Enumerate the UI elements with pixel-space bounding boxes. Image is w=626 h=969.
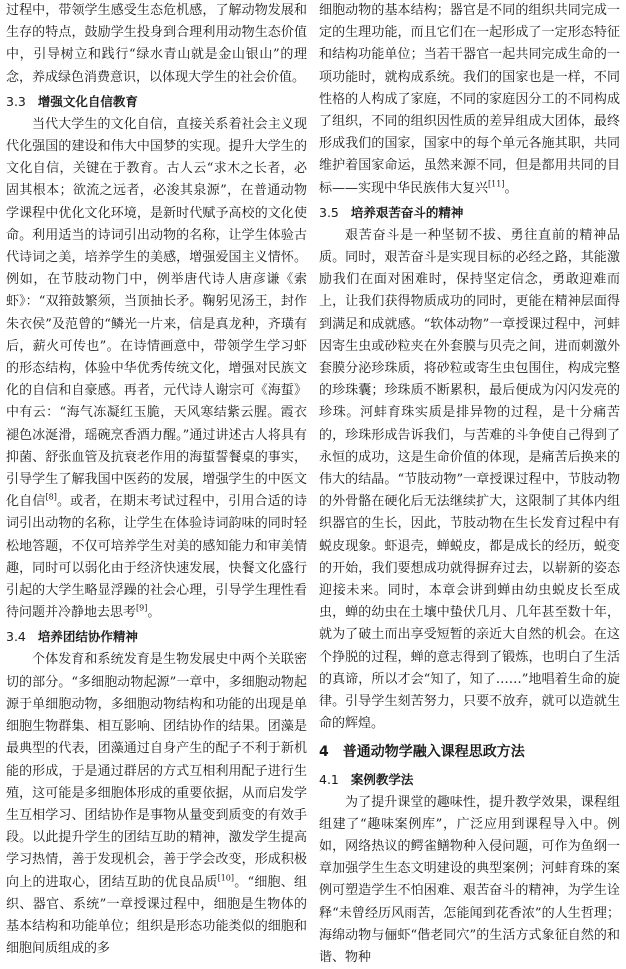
chapter-heading-4 [319,740,620,764]
paragraph-teamwork-cont [319,0,620,200]
section-number: 3.5 [319,205,339,220]
paragraph-hard-work: 艰苦奋斗是一种坚韧不拔、勇往直前的精神品质。同时，艰苦奋斗是实现目标的必经之路，其能激励我们在面对困难时，保持坚定信念，勇敢迎难而上，让我们获得物质成功的同时，更能在精神层面得到满足和成就感。“软体动物”一章授课过程中，河蚌因寄生虫或砂粒夹在外套膜与贝壳之间，进而刺激外套膜分泌珍珠质，将砂粒或寄生虫包围住，构成完整的珍珠囊；珍珠质不断累积，最后便成为闪闪发亮的珍珠。河蚌育珠实质是排异物的过程，是十分痛苦的，珍珠形成告诉我们，与苦难的斗争使自己得到了永恒的成功，这是生命价值的体现，是痛苦后换来的伟大的结晶。“节肢动物”一章授课过程中，节肢动物的外骨骼在硬化后无法继续扩大，这限制了其体内组织器官的生长，因此，节肢动物在生长发育过程中有蜕皮现象。虾退壳，蝉蜕皮，都是成长的经历，蜕变的开始，我们要想成功就得摒弃过去，以崭新的姿态迎接未来。同时，本章会讲到蝉由幼虫蜕皮长至成虫，蝉的幼虫在土壤中蛰伏几月、几年甚至数十年，就为了破土而出享受短暂的亲近大自然的机会。在这个挣脱的过程，蝉的意志得到了锻炼，也明白了生活的真谛，所以才会“知了，知了……”地唱着生命的旋律。引导学生刻苦努力，只要不放弃，就可以造就生命的辉煌。 [319,225,620,736]
paragraph-text: 。 [147,605,160,620]
paragraph-text: 。或者，在期末考试过程中，引用合适的诗词引出动物的名称，让学生在体验诗词韵味的同时轻松地答题，不仅可培养学生对美的感知能力和审美情趣，同时可以弱化由于经济快速发展，快餐文化盛行引起的大学生略显浮躁的社会心理，引导学生理性看待问题并冷静地去思考 [6,494,307,620]
citation-ref: [8] [46,493,57,502]
paragraph-cultural-confidence [6,114,307,625]
paragraph-case-teaching: 为了提升课堂的趣味性，提升教学效果，课程组组建了“趣味案例库”，广泛应用到课程导入中。例如，网络热议的鳄雀鳝物种入侵问题，可作为鱼纲一章加强学生生态文明建设的典型案例；河蚌育珠的案例可塑造学生不怕困难、艰苦奋斗的精神，为学生诠释“未曾经历风雨苦，怎能闻到花香浓”的人生哲理；海绵动物与俪虾“偕老同穴”的生活方式象征自然的和谐、物种 [319,792,620,969]
section-heading-3-3 [6,90,307,113]
section-number: 4.1 [319,772,339,787]
paragraph-teamwork [6,649,307,960]
section-heading-4-1 [319,768,620,791]
section-title: 培养团结协作精神 [38,629,138,644]
left-column [6,0,307,840]
chapter-title: 普通动物学融入课程思政方法 [343,744,525,760]
paragraph-text: 细胞动物的基本结构；器官是不同的组织共同完成一定的生理功能，而且它们在一起形成了一定形态特征和结构功能单位；当若干器官一起共同完成生命的一项功能时，就构成系统。我们的国家也是一样，不同性格的人构成了家庭，不同的家庭因分工的不同构成了组织，不同的组织因性质的差异组成大团体，最终形成我们的国家，国家中的每个单元各施其职，共同维护着国家命运，虽然来源不同，但是都用共同的目标——实现中华民族伟大复兴 [319,3,620,196]
citation-ref: [9] [136,604,147,613]
paragraph-text: 当代大学生的文化自信，直接关系着社会主义现代化强国的建设和伟大中国梦的实现。提升大学生的文化自信，关键在于教育。古人云“求木之长者，必固其根本；欲流之远者，必浚其泉源”，在普通动物学课程中优化文化环境，是新时代赋予高校的文化使命。利用适当的诗词引出动物的名称，让学生体验古代诗词之美，培养学生的美感，增强爱国主义情怀。例如，在节肢动物门中，例举唐代诗人唐彦谦《索虾》：“双箝鼓繁须，当顶抽长矛。鞠躬见汤王，封作朱衣侯”及范曾的“鳞光一片来，信是真龙种，齐璜有后，薪火可传也”。在诗情画意中，带领学生学习虾的形态结构，体验中华优秀传统文化，增强对民族文化的自信和自豪感。再者，元代诗人谢宗可《海蜇》中有云：“海气冻凝红玉脆，天风寒结紫云腥。霞衣褪色冰涎滑，瑶碗烹香酒力醒。”通过讲述古人将具有抑菌、舒张血管及抗衰老作用的海蜇誓餐桌的事实，引导学生了解我国中医药的发展，增强学生的中医文化自信 [6,117,307,509]
section-number: 3.3 [6,94,26,109]
paragraph-ecology-end: 过程中，带领学生感受生态危机感，了解动物发展和生存的特点，鼓励学生投身到合理利用动物生态价值中，引导树立和践行“绿水青山就是金山银山”的理念，养成绿色消费意识，以体现大学生的社会价值。 [6,0,307,89]
section-heading-3-4 [6,625,307,648]
chapter-number: 4 [319,744,329,760]
citation-ref: [11] [488,179,504,188]
section-heading-3-5 [319,201,620,224]
paragraph-text: 个体发育和系统发育是生物发展史中两个关联密切的部分。“多细胞动物起源”一章中，多细胞动物起源于单细胞动物，多细胞动物结构和功能的出现是单细胞生物群集、相互影响、团结协作的结果。团藻是最典型的代表，团藻通过自身产生的配子不利于新机能的形成，于是通过群居的方式互相利用配子进行生殖，这可能是多细胞体形成的重要依据，从而启发学生互相学习、团结协作是事物从量变到质变的有效手段。以此提升学生的团结互助的精神，激发学生提高学习热情，善于发现机会，善于学会改变，形成积极向上的进取心，团结互助的优良品质 [6,652,307,889]
paragraph-text: 。“细胞、组织、器官、系统”一章授课过程中，细胞是生物体的基本结构和功能单位；组织是形态功能类似的细胞和细胞间质组成的多 [6,875,307,957]
section-title: 培养艰苦奋斗的精神 [351,205,464,220]
paragraph-text: 。 [504,181,517,196]
section-title: 增强文化自信教育 [38,94,138,109]
citation-ref: [10] [218,873,234,882]
right-column [319,0,620,840]
section-title: 案例教学法 [351,772,414,787]
section-number: 3.4 [6,629,26,644]
